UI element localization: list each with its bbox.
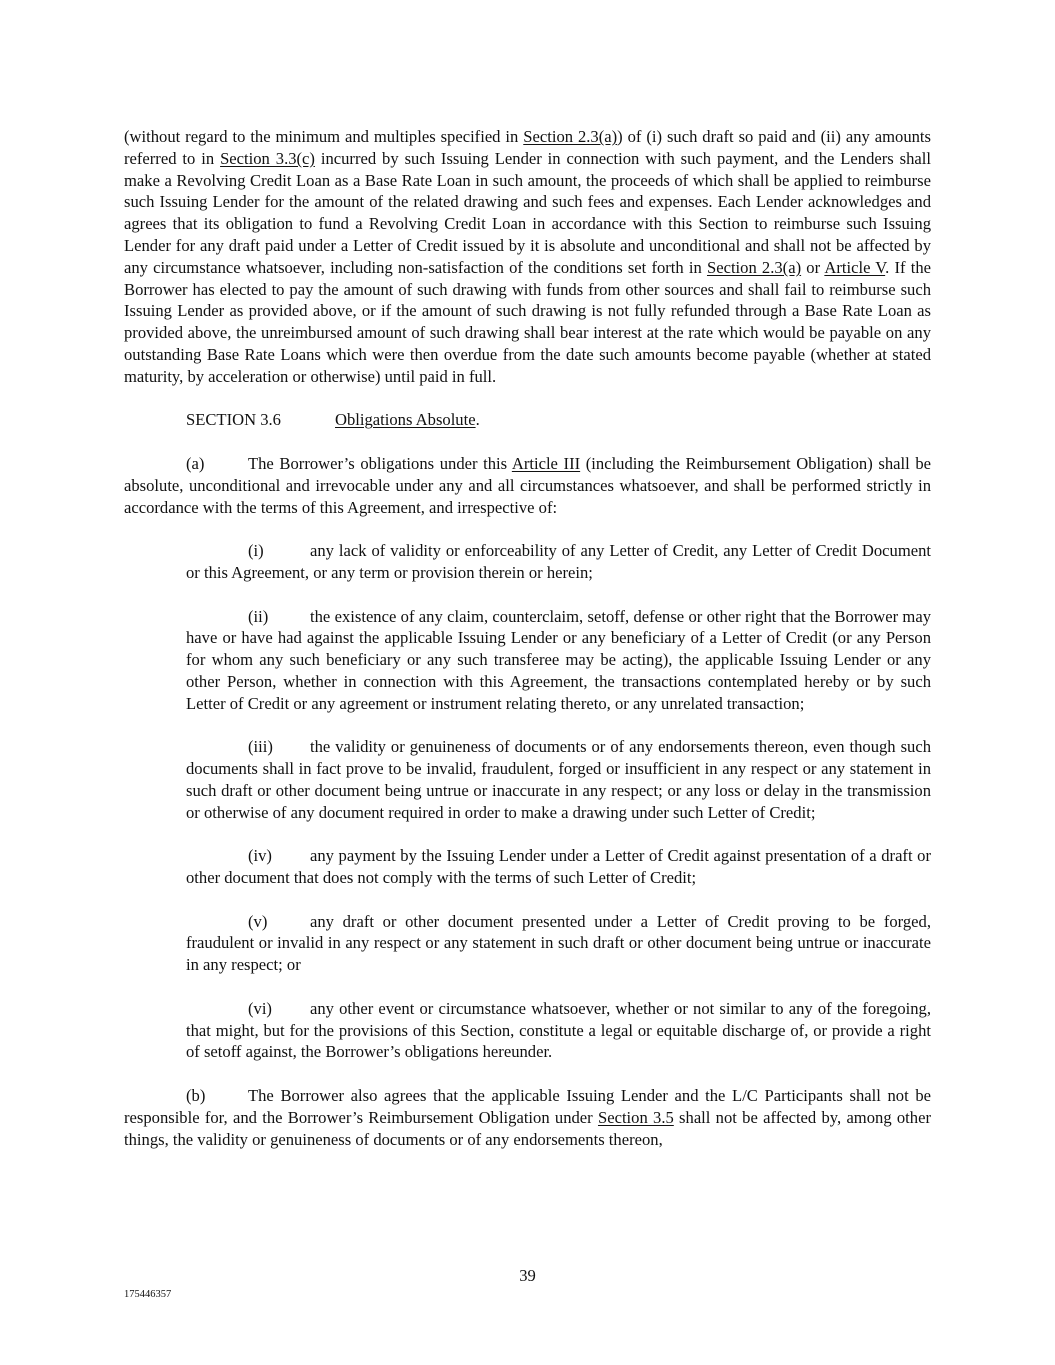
- ref-section-3-3c: Section 3.3(c): [220, 148, 315, 168]
- document-page: [124, 126, 931, 1150]
- list-item: (iv) any payment by the Issuing Lender under a Letter of Credit against presentation of a draft or other document that does not comply with the terms of such Letter of Credit;: [186, 846, 931, 888]
- paragraph-a-label: (a): [186, 453, 205, 473]
- section-heading: SECTION 3.6 Obligations Absolute.: [186, 410, 480, 430]
- paragraph-b-label: (b): [186, 1086, 206, 1106]
- list-item: (v) any draft or other document presented under a Letter of Credit proving to be forged, fraudulent or invalid in any respect or any statement in such draft or other document being untrue or inaccurate in any respect; or: [186, 911, 931, 975]
- section-number: SECTION 3.6: [186, 410, 281, 430]
- list-item: (vi) any other event or circumstance whatsoever, whether or not similar to any of the foregoing, that might, but for the provisions of this Section, constitute a legal or equitable discharge of, or provide a right of setoff against, the Borrower’s obligations hereunder.: [186, 998, 931, 1062]
- ref-article-v: Article V: [824, 257, 886, 277]
- document-id: 175446357: [124, 1289, 172, 1300]
- ref-section-2-3a-second: Section 2.3(a): [706, 257, 802, 277]
- ref-section-2-3a: Section 2.3(a): [523, 127, 618, 146]
- ref-article-iii: Article III: [511, 453, 581, 473]
- paragraph-continuation: (without regard to the minimum and multiples specified in Section 2.3(a)) of (i) such draft so paid and (ii) any amounts referred to in Section 3.3(c) incurred by such Issuing Lender in connection with such payment, and the Lenders shall make a Revolving Credit Loan as a Base Rate Loan in such amount, the proceeds of which shall be applied to reimburse such Issuing Lender for the amount of the related drawing and such fees and expenses. Each Lender acknowledges and agrees that its obligation to fund a Revolving Credit Loan in accordance with this Section to reimburse such Issuing Lender for any draft paid under a Letter of Credit issued by it is absolute and unconditional and shall not be affected by any circumstance whatsoever, including non-satisfaction of the conditions set forth in Section 2.3(a) or Article V. If the Borrower has elected to pay the amount of such drawing with funds from other sources and shall fail to reimburse such Issuing Lender as provided above, or if the amount of such drawing is not fully refunded through a Base Rate Loan as provided above, the unreimbursed amount of such drawing shall bear interest at the rate which would be payable on any outstanding Base Rate Loans which were then overdue from the date such amounts become payable (whether at stated maturity, by acceleration or otherwise) until paid in full.: [124, 127, 931, 386]
- page-number: 39: [519, 1266, 536, 1285]
- list-item: (ii) the existence of any claim, counterclaim, setoff, defense or other right that the Borrower may have or have had against the applicable Issuing Lender or any beneficiary of a Letter of Credit (or any Person for whom any such beneficiary or any such transferee may be acting), the applicable Issuing Lender or any other Person, whether in connection with this Agreement, the transactions contemplated hereby or by such Letter of Credit or any agreement or instrument relating thereto, or any unrelated transaction;: [186, 606, 931, 713]
- list-item: (i) any lack of validity or enforceability of any Letter of Credit, any Letter of Credit Document or this Agreement, or any term or provision therein or herein;: [186, 541, 931, 582]
- section-title: Obligations Absolute: [335, 410, 476, 430]
- paragraph-b: (b) The Borrower also agrees that the applicable Issuing Lender and the L/C Participants shall not be responsible for, and the Borrower’s Reimbursement Obligation under Section 3.5 shall not be affected by, among other things, the validity or genuineness of documents or of any endorsements thereon,: [124, 1086, 931, 1149]
- list-item: (iii) the validity or genuineness of documents or of any endorsements thereon, even though such documents shall in fact prove to be invalid, fraudulent, forged or insufficient in any respect or any statement in such draft or other document being untrue or inaccurate in any respect; or any loss or delay in the transmission or otherwise of any document required in order to make a drawing under such Letter of Credit;: [186, 737, 931, 822]
- paragraph-a: (a) The Borrower’s obligations under this Article III (including the Reimbursement Obligation) shall be absolute, unconditional and irrevocable under any and all circumstances whatsoever, and shall be performed strictly in accordance with the terms of this Agreement, and irrespective of:: [124, 453, 932, 517]
- ref-section-3-5: Section 3.5: [597, 1107, 674, 1127]
